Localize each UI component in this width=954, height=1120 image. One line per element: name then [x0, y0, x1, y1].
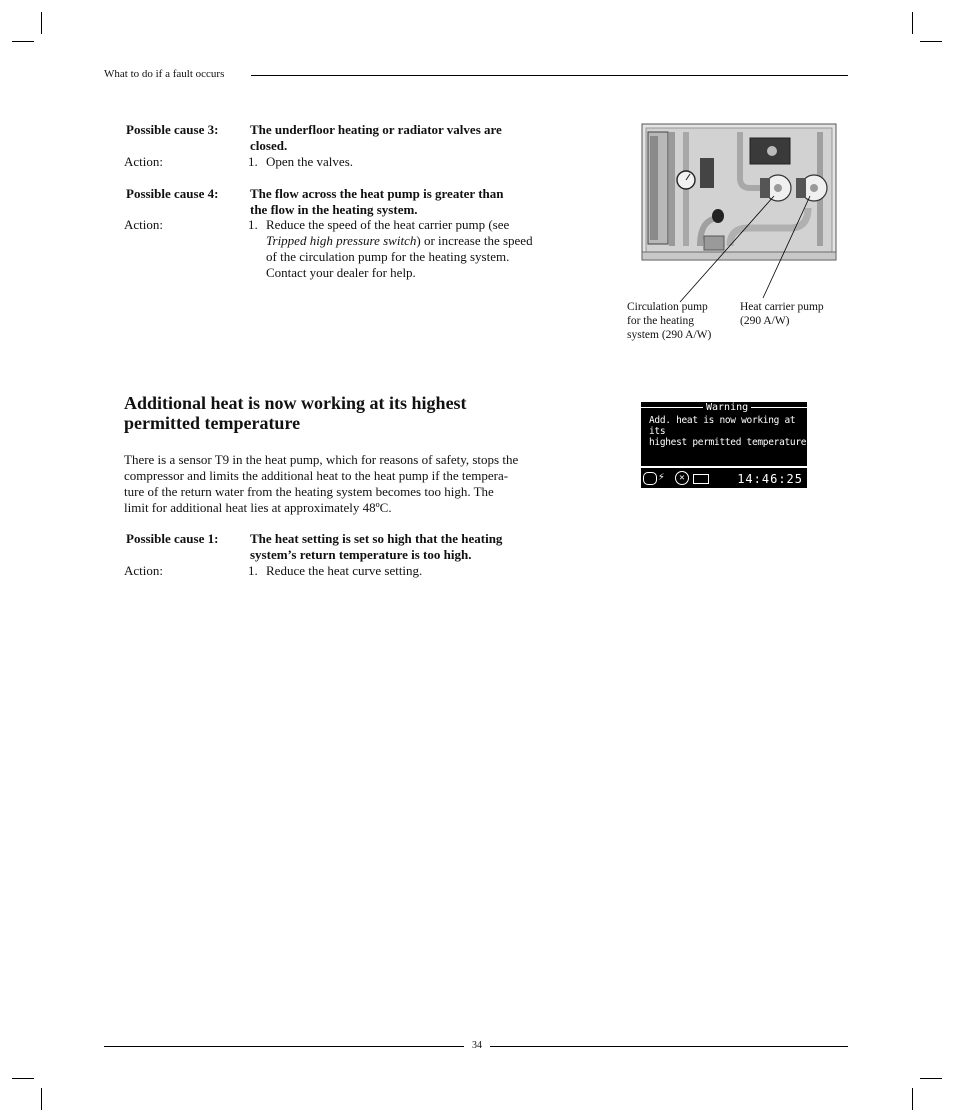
text-line: closed.	[250, 138, 288, 153]
cause-1-text	[250, 531, 502, 563]
footer-rule-right	[490, 1046, 848, 1047]
text-line	[266, 233, 533, 249]
display-title-bar	[641, 402, 807, 414]
caption-line: for the heating	[627, 315, 695, 327]
warning-display	[641, 402, 807, 488]
display-divider	[641, 466, 807, 468]
step-number: 1.	[248, 154, 258, 169]
caption-line: Circulation pump	[627, 301, 708, 313]
display-message	[649, 415, 807, 448]
caption-line: (290 A/W)	[740, 315, 790, 327]
display-line: highest permitted temperature	[649, 437, 807, 448]
cause-3-label: Possible cause 3:	[126, 122, 219, 137]
display-title: Warning	[703, 402, 751, 414]
step-text: Open the valves.	[266, 154, 354, 169]
text-line: limit for additional heat lies at approximately 48ºC.	[124, 500, 392, 515]
crop-mark	[41, 12, 42, 34]
additional-heat-icon: ⚡	[658, 470, 665, 483]
crop-mark	[920, 1078, 942, 1079]
cause-3-text	[250, 122, 502, 154]
caption-circulation-pump	[627, 300, 711, 342]
text-line: compressor and limits the additional heat to the heat pump if the tempera-	[124, 468, 509, 483]
action-label: Action:	[124, 154, 163, 169]
caption-heat-carrier-pump	[740, 300, 824, 328]
footer-rule-left	[104, 1046, 464, 1047]
section-title	[124, 393, 467, 433]
text-span: ) or increase the speed	[416, 233, 533, 248]
page-number: 34	[472, 1040, 482, 1051]
crop-mark	[912, 12, 913, 34]
step-text: Reduce the heat curve setting.	[266, 563, 423, 578]
compressor-icon	[643, 472, 657, 485]
text-line: the flow in the heating system.	[250, 202, 418, 217]
crop-mark	[912, 1088, 913, 1110]
section-paragraph	[124, 452, 518, 516]
title-line: permitted temperature	[124, 413, 301, 433]
step-number: 1.	[248, 217, 258, 232]
text-line: Contact your dealer for help.	[266, 265, 416, 280]
display-clock: 14:46:25	[737, 472, 803, 486]
cause-1-label: Possible cause 1:	[126, 531, 219, 546]
fan-icon: ✕	[675, 471, 689, 485]
crop-mark	[12, 1078, 34, 1079]
crop-mark	[41, 1088, 42, 1110]
text-line: Reduce the speed of the heat carrier pump (see	[266, 217, 510, 232]
header-rule	[251, 75, 848, 76]
caption-line: Heat carrier pump	[740, 301, 824, 313]
display-line: Add. heat is now working at its	[649, 415, 796, 437]
step-number: 1.	[248, 563, 258, 578]
text-line: of the circulation pump for the heating system.	[266, 249, 510, 264]
running-header: What to do if a fault occurs	[104, 68, 225, 80]
crop-mark	[920, 41, 942, 42]
caption-line: system (290 A/W)	[627, 329, 712, 341]
action-label: Action:	[124, 217, 163, 232]
text-line: The underfloor heating or radiator valves are	[250, 122, 502, 137]
text-line: ture of the return water from the heating system becomes too high. The	[124, 484, 494, 499]
cause-4-label: Possible cause 4:	[126, 186, 219, 201]
cause-4-text	[250, 186, 504, 218]
text-line: system’s return temperature is too high.	[250, 547, 472, 562]
crop-mark	[12, 41, 34, 42]
text-line: There is a sensor T9 in the heat pump, which for reasons of safety, stops the	[124, 452, 519, 467]
step-text	[266, 217, 533, 281]
action-label: Action:	[124, 563, 163, 578]
radiator-icon	[693, 474, 709, 484]
text-line: The heat setting is set so high that the heating	[250, 531, 503, 546]
title-line: Additional heat is now working at its highest	[124, 393, 467, 413]
cross-reference: Tripped high pressure switch	[266, 233, 417, 248]
text-line: The flow across the heat pump is greater than	[250, 186, 504, 201]
